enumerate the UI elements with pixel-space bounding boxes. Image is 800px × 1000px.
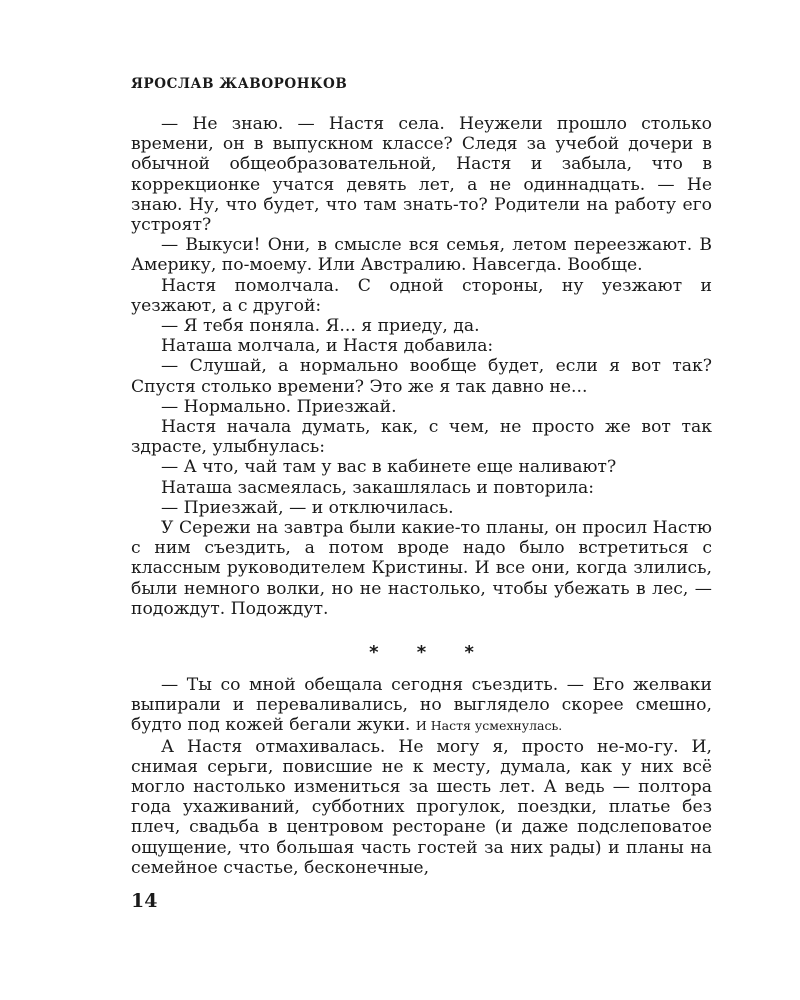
paragraph: Настя начала думать, как, с чем, не просто же вот так здрасте, улыбнулась: bbox=[131, 417, 712, 458]
paragraph: А Настя отмахивалась. Не могу я, просто не-мо-гу. И, снимая серьги, повисшие не к месту, думала, как у них всё могло настолько измениться за шесть лет. А ведь — полтора года ухаживаний, субботних прогулок, поездки, платье без плеч, свадьба в центровом ресторане (и даже подслеповатое ощущение, что большая часть гостей за них рады) и планы на семейное счастье, бесконечные, bbox=[131, 736, 712, 878]
paragraph: — Слушай, а нормально вообще будет, если я вот так? Спустя столько времени? Это же я так давно не... bbox=[131, 356, 712, 397]
paragraph: Наташа молчала, и Настя добавила: bbox=[161, 336, 494, 357]
text-section-one bbox=[131, 114, 712, 619]
paragraph: Настя помолчала. С одной стороны, ну уезжают и уезжают, а с другой: bbox=[131, 275, 712, 316]
paragraph: — Не знаю. — Настя села. Неужели прошло столько времени, он в выпускном классе? Следя за учебой дочери в обычной общеобразовательной, Настя и забыла, что в коррекционке учатся девять лет, а не одиннадцать. — Не знаю. Ну, что будет, что там знать-то? Родители на работу его устроят? bbox=[131, 114, 712, 236]
paragraph: — Нормально. Приезжай. bbox=[161, 396, 397, 417]
paragraph: Наташа засмеялась, закашлялась и повторила: bbox=[161, 477, 595, 498]
running-head-author: ЯРОСЛАВ ЖАВОРОНКОВ bbox=[131, 76, 348, 92]
paragraph-text: — Ты со мной обещала сегодня съездить. — Его желваки выпирали и переваливались, но выглядело скорее смешно, будто под кожей бегали жуки. bbox=[131, 675, 712, 736]
paragraph: — Выкуси! Они, в смысле вся семья, летом переезжают. В Америку, по-моему. Или Австралию. Навсегда. Вообще. bbox=[131, 235, 712, 276]
paragraph: У Сережи на завтра были какие-то планы, он просил Настю с ним съездить, а потом вроде надо было встретиться с классным руководителем Кристины. И все они, когда злились, были немного волки, но не настолько, чтобы убежать в лес, — подождут. Подождут. bbox=[131, 518, 712, 619]
paragraph bbox=[131, 675, 712, 737]
paragraph: — А что, чай там у вас в кабинете еще наливают? bbox=[161, 457, 617, 478]
text-section-two bbox=[131, 675, 712, 878]
inline-note: И Настя усмехнулась. bbox=[415, 718, 563, 734]
page-number: 14 bbox=[131, 890, 158, 912]
paragraph: — Приезжай, — и отключилась. bbox=[161, 497, 454, 518]
paragraph: — Я тебя поняла. Я... я приеду, да. bbox=[161, 316, 480, 337]
section-separator: * * * bbox=[369, 642, 490, 663]
